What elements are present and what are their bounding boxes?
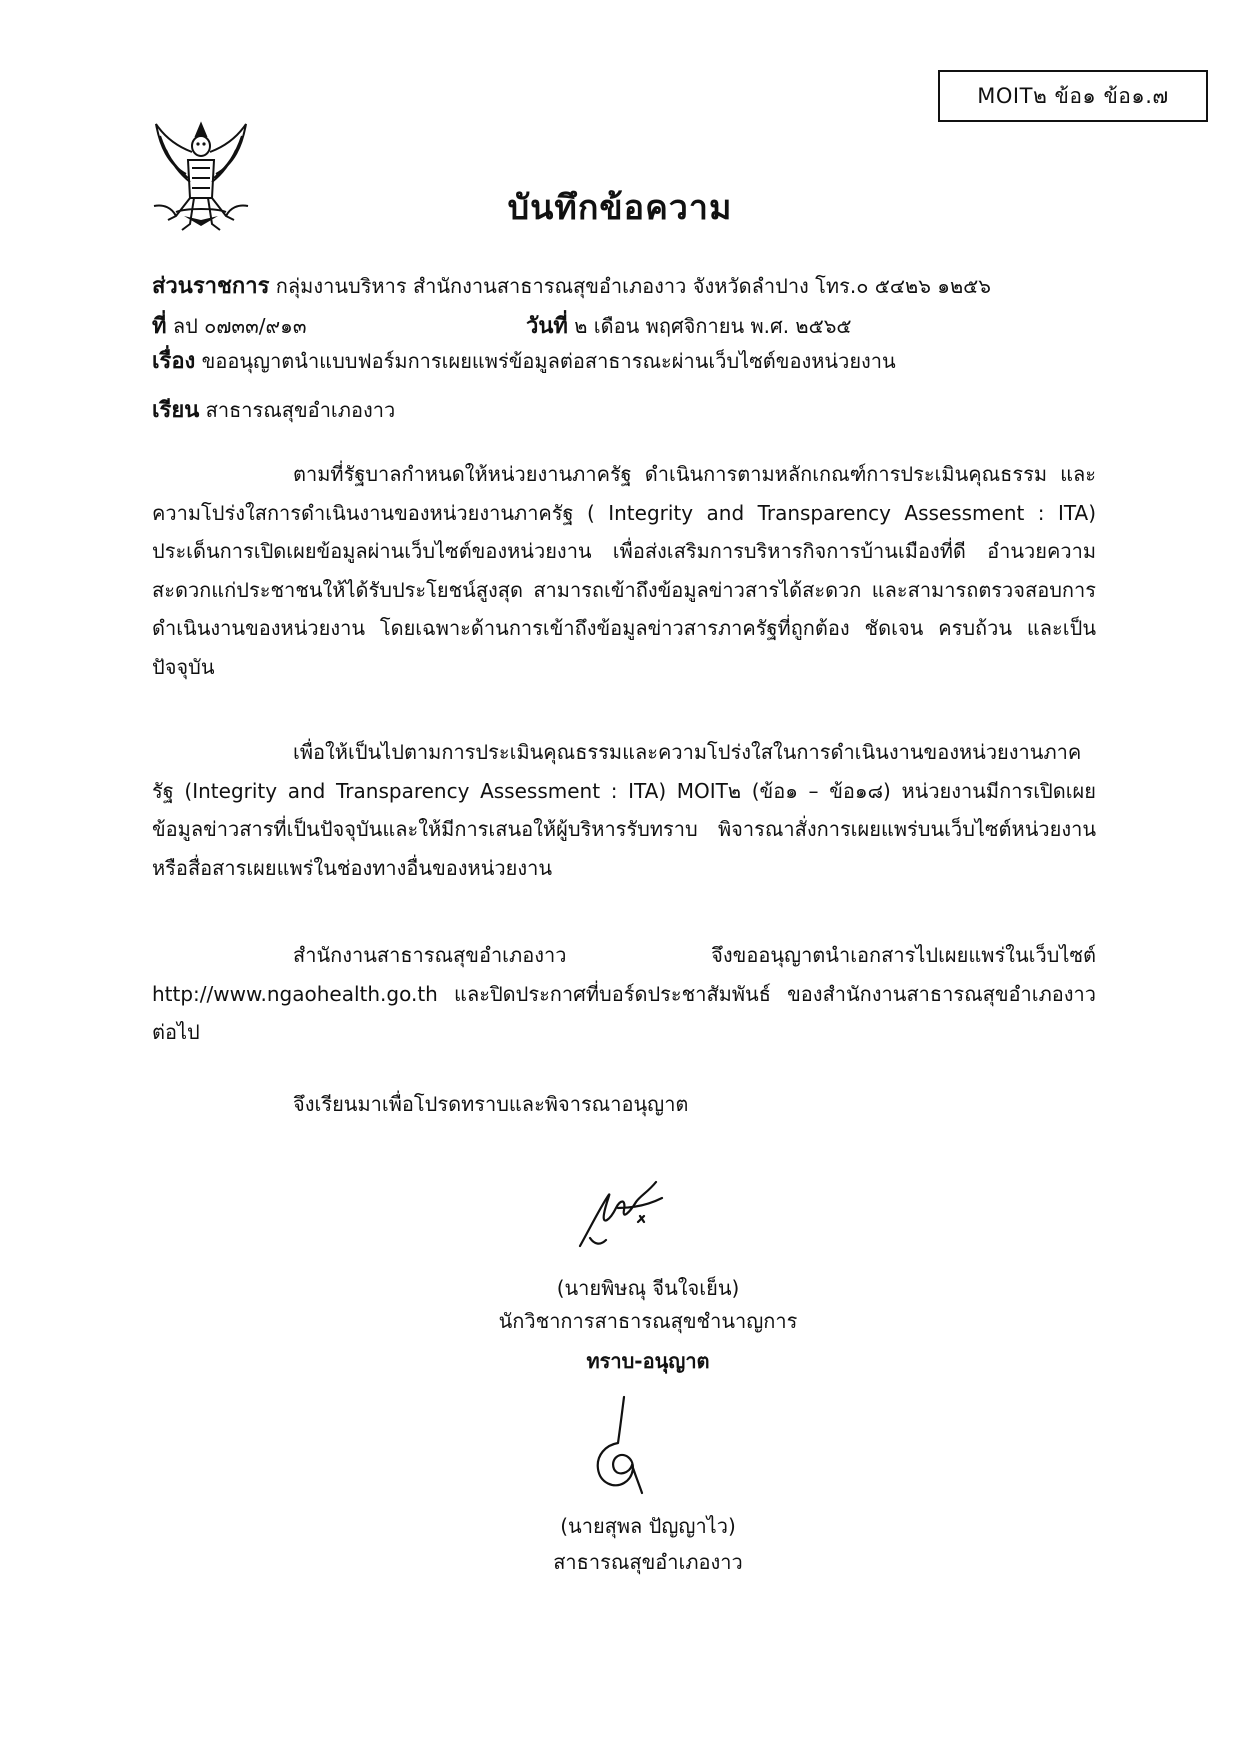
ref-label: ที่ <box>152 314 167 339</box>
ref-value: ลป ๐๗๓๓/๙๑๓ <box>172 314 307 338</box>
signer-2-name: (นายสุพล ปัญญาไว) <box>560 1514 736 1538</box>
reference-box: MOIT๒ ข้อ๑ ข้อ๑.๗ <box>938 70 1208 122</box>
date-label: วันที่ <box>526 314 568 339</box>
date-value: ๒ เดือน พฤศจิกายน พ.ศ. ๒๕๖๕ <box>574 314 852 338</box>
body-paragraph-2: เพื่อให้เป็นไปตามการประเมินคุณธรรมและความโปร่งใสในการดำเนินงานของหน่วยงานภาครัฐ (Integrity and Transparency Assessment : ITA) MOIT๒ (ข้อ๑ – ข้อ๑๘) หน่วยงานมีการเปิดเผยข้อมูลข่าวสารที่เป็นปัจจุบันและให้มีการเสนอให้ผู้บริหารรับทราบ พิจารณาสั่งการเผยแพร่บนเว็บไซต์หน่วยงานหรือสื่อสารเผยแพร่ในช่องทางอื่นของหน่วยงาน <box>152 740 1096 880</box>
to-label: เรียน <box>152 398 200 423</box>
signature-2 <box>578 1393 658 1503</box>
addressee-line <box>152 392 395 427</box>
subject-label: เรื่อง <box>152 349 196 374</box>
body-paragraph-3: สำนักงานสาธารณสุขอำเภองาว จึงขออนุญาตนำเอกสารไปเผยแพร่ในเว็บไซต์ http://www.ngaohealth.go.th และปิดประกาศที่บอร์ดประชาสัมพันธ์ ของสำนักงานสาธารณสุขอำเภองาว ต่อไป <box>152 943 1096 1044</box>
division-line <box>152 268 991 303</box>
signer-2-position: สาธารณสุขอำเภองาว <box>553 1550 743 1574</box>
division-value: กลุ่มงานบริหาร สำนักงานสาธารณสุขอำเภองาว จังหวัดลำปาง โทร.๐ ๕๔๒๖ ๑๒๕๖ <box>275 274 991 298</box>
division-label: ส่วนราชการ <box>152 274 270 299</box>
body-paragraph-1: ตามที่รัฐบาลกำหนดให้หน่วยงานภาครัฐ ดำเนินการตามหลักเกณฑ์การประเมินคุณธรรม และความโปร่งใสการดำเนินงานของหน่วยงานภาครัฐ ( Integrity and Transparency Assessment : ITA) ประเด็นการเปิดเผยข้อมูลผ่านเว็บไซต์ของหน่วยงาน เพื่อส่งเสริมการบริหารกิจการบ้านเมืองที่ดี อำนวยความสะดวกแก่ประชาชนให้ได้รับประโยชน์สูงสุด สามารถเข้าถึงข้อมูลข่าวสารได้สะดวก และสามารถตรวจสอบการดำเนินงานของหน่วยงาน โดยเฉพาะด้านการเข้าถึงข้อมูลข่าวสารภาครัฐที่ถูกต้อง ชัดเจน ครบถ้วน และเป็นปัจจุบัน <box>152 462 1096 679</box>
signer-1-position: นักวิชาการสาธารณสุขชำนาญการ <box>498 1309 798 1333</box>
subject-value: ขออนุญาตนำแบบฟอร์มการเผยแพร่ข้อมูลต่อสาธารณะผ่านเว็บไซต์ของหน่วยงาน <box>201 349 896 373</box>
to-value: สาธารณสุขอำเภองาว <box>205 398 396 422</box>
signature-1 <box>560 1168 680 1258</box>
document-title: บันทึกข้อความ <box>507 188 733 228</box>
subject-line <box>152 343 896 378</box>
closing-line: จึงเรียนมาเพื่อโปรดทราบและพิจารณาอนุญาต <box>293 1092 689 1116</box>
reference-date-line <box>152 308 852 343</box>
approval-text: ทราบ-อนุญาต <box>586 1349 710 1373</box>
date-block <box>526 308 852 343</box>
signer-1-name: (นายพิษณุ จีนใจเย็น) <box>556 1276 740 1300</box>
